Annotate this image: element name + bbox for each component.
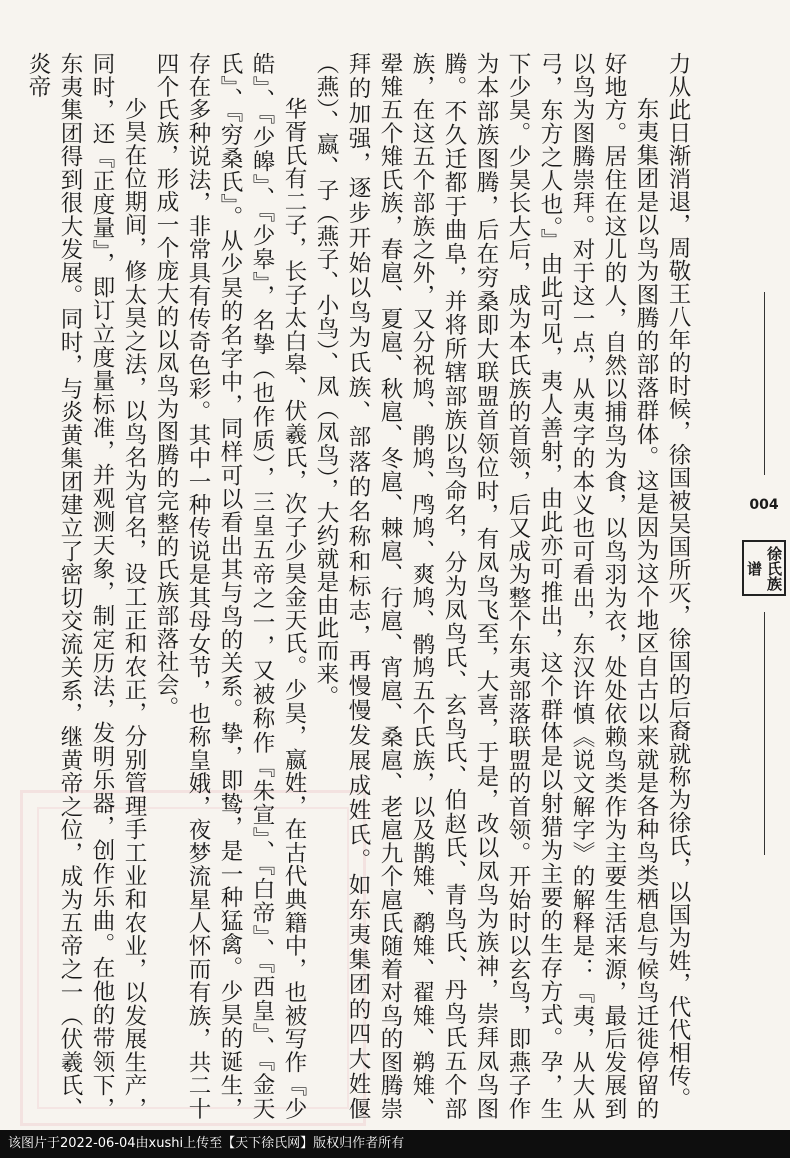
body-text [25, 52, 694, 1120]
margin-rule-bottom [764, 612, 765, 855]
book-title-mark: 徐氏族谱 [742, 540, 786, 596]
paragraph-4: 少昊在位期间，修太昊之法，以鸟名为官名，设工正和农正，分别管理手工业和农业，以发展生产，同时，还『正度量』，即订立度量标准，并观测天象，制定历法，发明乐器，创作乐曲。在他的带领下，东夷集团得到很大发展。同时，与炎黄集团建立了密切交流关系，继黄帝之位，成为五帝之一（伏羲氏、炎帝 [25, 52, 147, 1120]
paragraph-3: 华胥氏有二子，长子太白皋、伏羲氏，次子少昊金天氏。少昊，嬴姓，在古代典籍中，也被写作『少皓』、『少皞』、『少皋』，名挚（也作质），三皇五帝之一，又被称作『朱宣』、『白帝』、『西皇』、『金天氏』、『穷桑氏』。从少昊的名字中，同样可以看出其与鸟的关系。挚，即鸷，是一种猛禽。少昊的诞生，存在多种说法，非常具有传奇色彩。其中一种传说是其母女节，也称皇娥，夜梦流星人怀而有族，共二十四个氏族，形成一个庞大的以凤鸟为图腾的完整的氏族部落社会。 [153, 52, 307, 1120]
upload-footer: 该图片于2022-06-04由xushi上传至【天下徐氏网】版权归作者所有 [0, 1130, 790, 1158]
paragraph-2: 东夷集团是以鸟为图腾的部落群体。这是因为这个地区自古以来就是各种鸟类栖息与候鸟迁徙停留的好地方。居住在这儿的人，自然以捕鸟为食，以鸟羽为衣，处处依赖鸟类作为主要生活来源，最后发展到以鸟为图腾崇拜。对于这一点，从夷字的本义也可看出，东汉许慎《说文解字》的解释是：『夷，从大从弓，东方之人也。』由此可见，夷人善射，由此亦可推出，这个群体是以射猎为主要的生存方式。孕，生下少昊。少昊长大后，成为本氏族的首领，后又成为整个东夷部落联盟的首领。开始时以玄鸟，即燕子作为本部族图腾，后在穷桑即大联盟首领位时，有凤鸟飞至，大喜，于是，改以凤鸟为族神，崇拜凤鸟图腾。不久迁都于曲阜，并将所辖部族以鸟命名，分为凤鸟氏、玄鸟氏、伯赵氏、青鸟氏、丹鸟氏五个部族，在这五个部族之外，又分祝鸠、鹃鸠、鸤鸠、爽鸠、鹘鸠五个氏族，以及鹊雉、鹬雉、翟雉、鹈雉、翚雉五个雉氏族，春扈、夏扈、秋扈、冬扈、棘扈、行扈、宵扈、桑扈、老扈九个扈氏随着对鸟的图腾崇拜的加强，逐步开始以鸟为氏族、部落的名称和标志，再慢慢发展成姓氏。如东夷集团的四大姓偃（燕）、嬴、子（燕子、小鸟）、凤（凤鸟），大约就是由此而来。 [313, 52, 659, 1120]
page-number: 004 [749, 497, 779, 513]
margin-rule-top [764, 292, 765, 475]
paragraph-1: 力从此日渐消退，周敬王八年的时候，徐国被吴国所灭，徐国的后裔就称为徐氏，以国为姓，代代相传。 [665, 52, 691, 1110]
